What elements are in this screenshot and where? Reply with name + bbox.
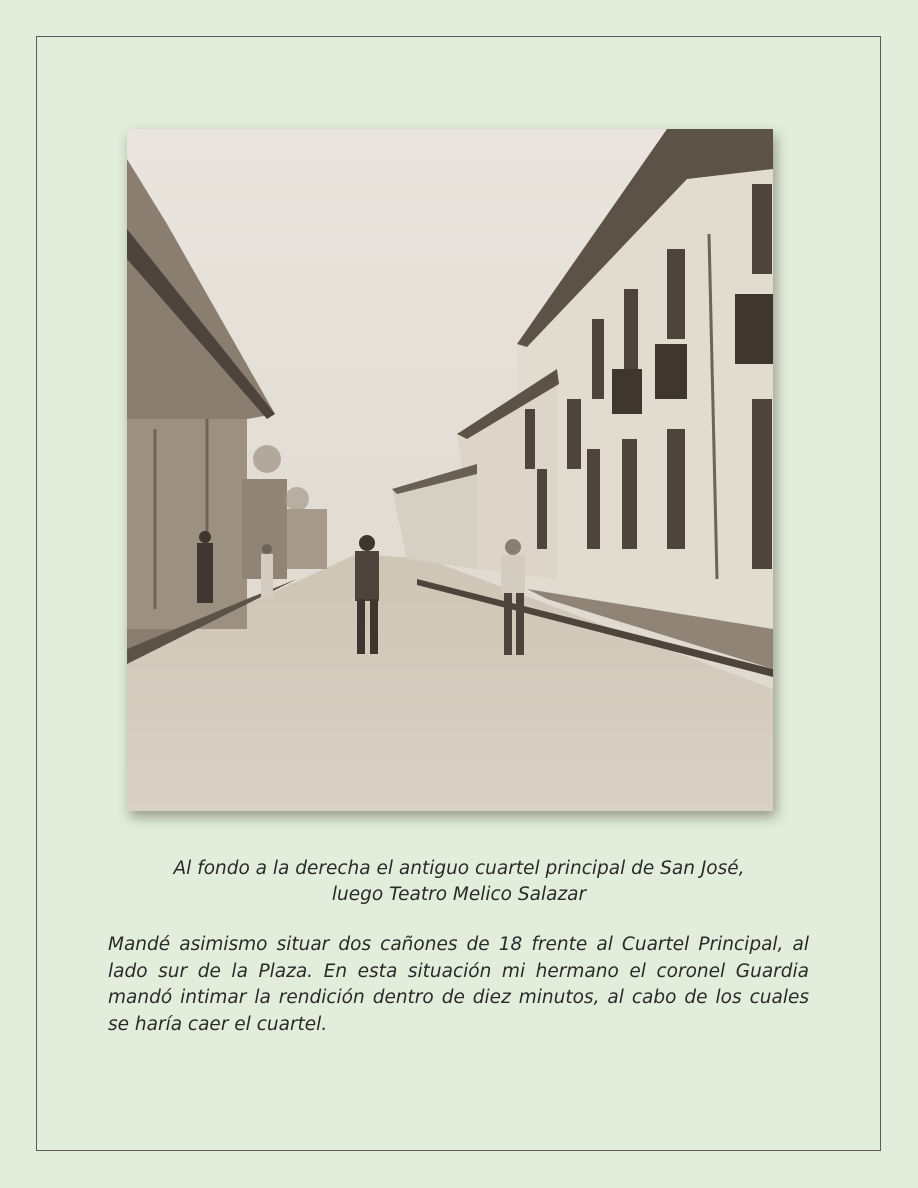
photo-caption	[100, 856, 818, 908]
body-paragraph: Mandé asimismo situar dos cañones de 18 frente al Cuartel Principal, al lado sur de la Plaza. En esta situación mi hermano el coronel Guardia mandó intimar la rendición dentro de diez minutos, al cabo de los cuales se haría caer el cuartel.	[108, 934, 809, 1035]
caption-line-2: luego Teatro Melico Salazar	[331, 884, 587, 905]
photo-illustration	[127, 129, 773, 811]
historic-street-photo	[127, 129, 773, 811]
caption-line-1: Al fondo a la derecha el antiguo cuartel principal de San José,	[173, 858, 745, 879]
